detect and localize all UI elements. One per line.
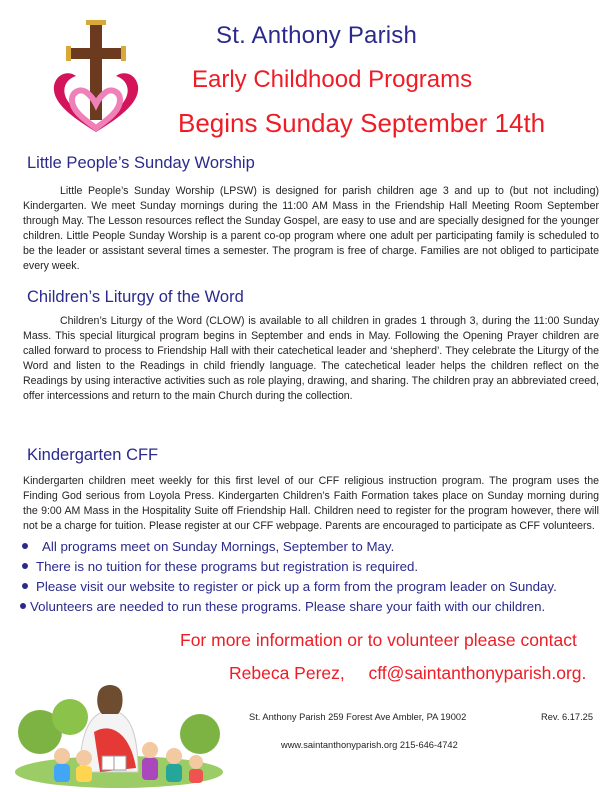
contact-email-link[interactable]: cff@saintanthonyparish.org. [368,663,587,683]
list-item-text: Please visit our website to register or pick up a form from the program leader on Sunday. [36,579,557,594]
parish-name: St. Anthony Parish [216,22,418,49]
section-heading-lpsw: Little People’s Sunday Worship [27,154,255,172]
section-heading-kindergarten-cff: Kindergarten CFF [27,446,159,464]
footer-website-phone[interactable]: www.saintanthonyparish.org 215-646-4742 [281,740,458,750]
revision-label: Rev. 6.17.25 [541,712,594,722]
list-item [18,537,598,557]
program-notes-list [18,537,598,617]
list-item-text: Volunteers are needed to run these programs. Please share your faith with our children. [30,599,546,614]
section-body-lpsw: Little People’s Sunday Worship (LPSW) is designed for parish children age 3 and up to (but not including) Kindergarten. We meet Sunday mornings during the 11:00 AM Mass in the Friendship Hall Meeting Room September through May. The Lesson resources reflect the Sunday Gospel, are easy to use and are specially designed for the younger children. Little People Sunday Worship is a parent co-op program where one adult per participating family is scheduled to be the leader or assistant several times a semester. The program is free of charge. Families are not obliged to participate every week. [23,185,599,272]
list-item [16,597,598,617]
contact-name: Rebeca Perez, [229,663,345,683]
footer-address: St. Anthony Parish 259 Forest Ave Ambler, PA 19002 [249,712,467,722]
section-body-kindergarten-cff: Kindergarten children meet weekly for this first level of our CFF religious instruction program. The program uses the Finding God serious from Loyola Press. Kindergarten Children’s Faith Formation takes place on Sunday morning during the 9:00 AM Mass in the Hospitality Suite off Friendship Hall. Children need to register for the program however, there will not be a charge for tuition. Please register at our CFF webpage. Parents are encouraged to participate as CFF volunteers. [23,475,599,532]
contact-line [229,663,586,684]
list-item [18,557,598,577]
section-body-clow: Children’s Liturgy of the Word (CLOW) is available to all children in grades 1 through 3, during the 11:00 Sunday Mass. This special liturgical program begins in September and ends in May. Following the Opening Prayer children are called forward to process to Friendship Hall with their catechetical leader and ‘shepherd’. They celebrate the Liturgy of the Word and listen to the Readings in child friendly language. The catechetical leader helps the children reflect on the Readings by using interactive activities such as role playing, drawing, and sharing. The children pray an abbreviated creed, offer intercessions and return to the main Church during the collection. [23,315,599,402]
contact-prompt: For more information or to volunteer please contact [180,630,577,650]
start-date-heading: Begins Sunday September 14th [178,108,546,138]
program-title: Early Childhood Programs [192,66,473,93]
bullet-icon [22,583,28,589]
list-item [18,577,598,597]
bullet-icon [22,563,28,569]
list-item-text: All programs meet on Sunday Mornings, September to May. [42,539,395,554]
jesus-with-children-illustration [10,672,228,790]
bullet-icon [20,603,26,609]
bullet-icon [22,543,28,549]
parish-logo-image [50,20,142,140]
list-item-text: There is no tuition for these programs but registration is required. [36,559,419,574]
section-heading-clow: Children’s Liturgy of the Word [27,288,244,306]
